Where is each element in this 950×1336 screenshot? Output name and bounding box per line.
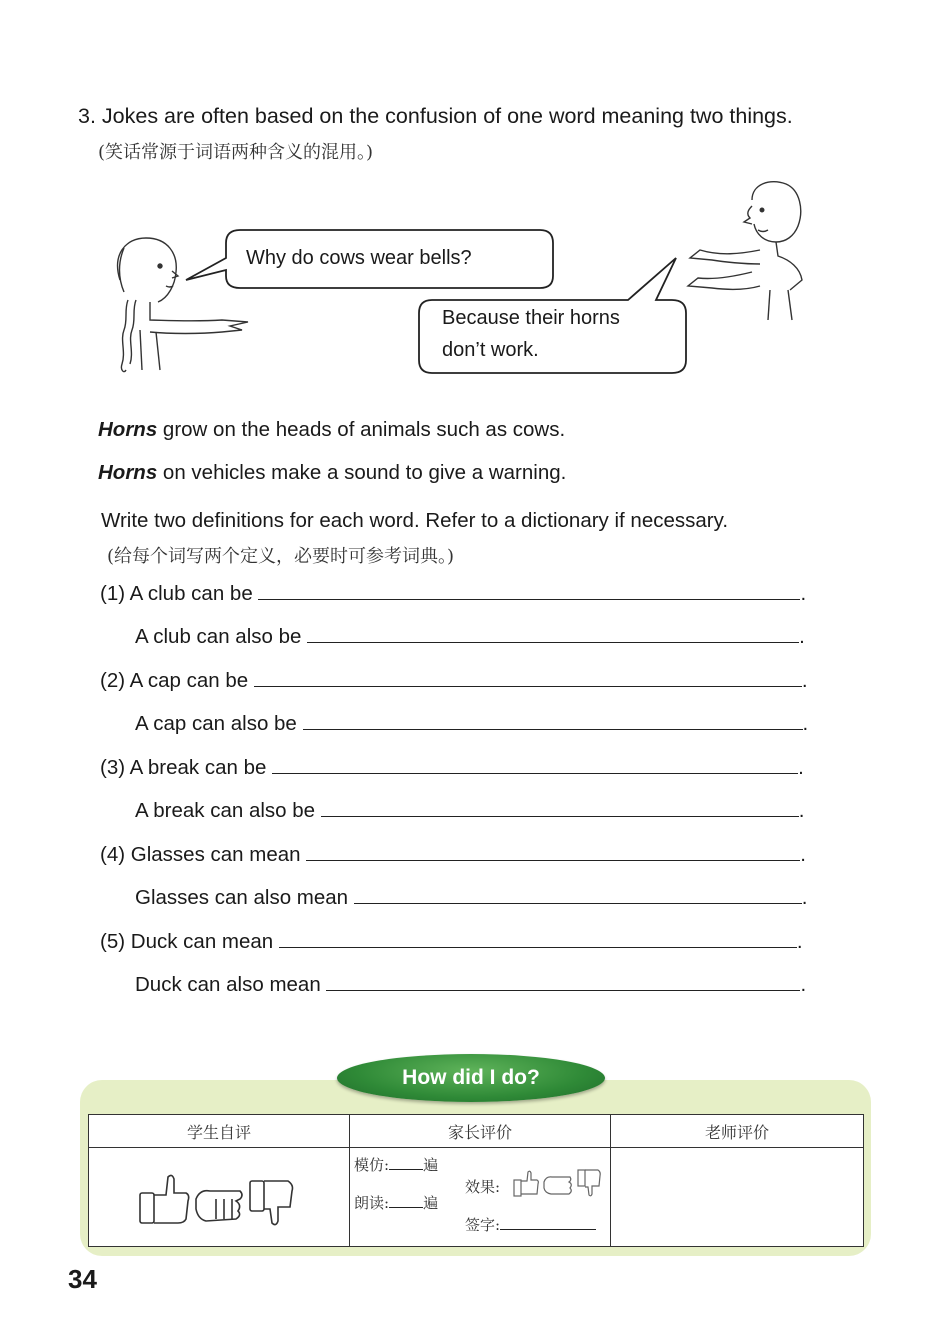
column-student: 学生自评	[89, 1115, 350, 1148]
answer-blank[interactable]	[307, 624, 799, 643]
teacher-rating-cell	[611, 1148, 864, 1247]
thumbs-up-icon[interactable]	[514, 1171, 538, 1196]
boy-bubble-line2: don’t work.	[442, 339, 539, 361]
ok-hand-icon[interactable]	[544, 1177, 571, 1194]
column-teacher: 老师评价	[611, 1115, 864, 1148]
answer-blank[interactable]	[321, 798, 799, 817]
answer-blank[interactable]	[354, 885, 802, 904]
effect-rating-icons	[512, 1166, 606, 1200]
exercise-1-first: (1) A club can be .	[100, 582, 807, 605]
boy-bubble-line1: Because their horns	[442, 307, 620, 329]
read-count-blank[interactable]	[389, 1193, 423, 1208]
thumbs-up-icon[interactable]	[140, 1175, 189, 1223]
answer-blank[interactable]	[272, 755, 798, 774]
thumbs-down-icon[interactable]	[578, 1170, 600, 1196]
example-sentence-1	[98, 418, 565, 442]
evaluation-header: How did I do?	[337, 1054, 605, 1102]
answer-blank[interactable]	[326, 972, 800, 991]
student-rating-icons	[90, 1149, 346, 1245]
answer-blank[interactable]	[303, 711, 803, 730]
exercise-2-first: (2) A cap can be .	[100, 669, 808, 692]
answer-blank[interactable]	[254, 668, 802, 687]
exercise-3-second: A break can also be .	[135, 799, 805, 822]
example-text: on vehicles make a sound to give a warning.	[157, 461, 567, 484]
exercise-4-first: (4) Glasses can mean .	[100, 843, 806, 866]
student-rating-cell	[89, 1148, 350, 1247]
exercise-3-first: (3) A break can be .	[100, 756, 804, 779]
answer-blank[interactable]	[258, 581, 800, 600]
imitate-row: 模仿: 遍	[354, 1156, 439, 1174]
signature-blank[interactable]	[500, 1215, 596, 1230]
exercise-5-first: (5) Duck can mean .	[100, 930, 803, 953]
answer-blank[interactable]	[279, 929, 797, 948]
page-number: 34	[68, 1264, 97, 1294]
effect-label: 效果:	[465, 1178, 501, 1196]
signature-row: 签字:	[465, 1214, 596, 1235]
exercise-2-second: A cap can also be .	[135, 712, 809, 735]
question-subtitle: (笑话常源于词语两种含义的混用。)	[98, 142, 374, 163]
example-word: Horns	[98, 461, 158, 484]
parent-rating-cell	[350, 1148, 611, 1247]
question-title: 3. Jokes are often based on the confusion of one word meaning two things.	[78, 104, 793, 128]
imitate-count-blank[interactable]	[389, 1155, 423, 1170]
exercise-1-second: A club can also be .	[135, 625, 805, 648]
example-word: Horns	[98, 418, 158, 441]
example-sentence-2	[98, 461, 566, 485]
instruction-subtitle: (给每个词写两个定义，必要时可参考词典。)	[107, 546, 455, 567]
read-row: 朗读: 遍	[354, 1194, 439, 1212]
answer-blank[interactable]	[306, 842, 800, 861]
girl-bubble-text: Why do cows wear bells?	[246, 247, 472, 269]
instruction-text: Write two definitions for each word. Refer to a dictionary if necessary.	[101, 509, 729, 532]
column-parent: 家长评价	[350, 1115, 611, 1148]
thumbs-down-icon[interactable]	[250, 1181, 293, 1225]
ok-hand-icon[interactable]	[196, 1191, 242, 1221]
exercise-5-second: Duck can also mean .	[135, 973, 807, 996]
exercise-4-second: Glasses can also mean .	[135, 886, 808, 909]
example-text: grow on the heads of animals such as cows.	[157, 418, 566, 441]
boy-illustration	[688, 182, 802, 320]
evaluation-table	[88, 1114, 864, 1247]
